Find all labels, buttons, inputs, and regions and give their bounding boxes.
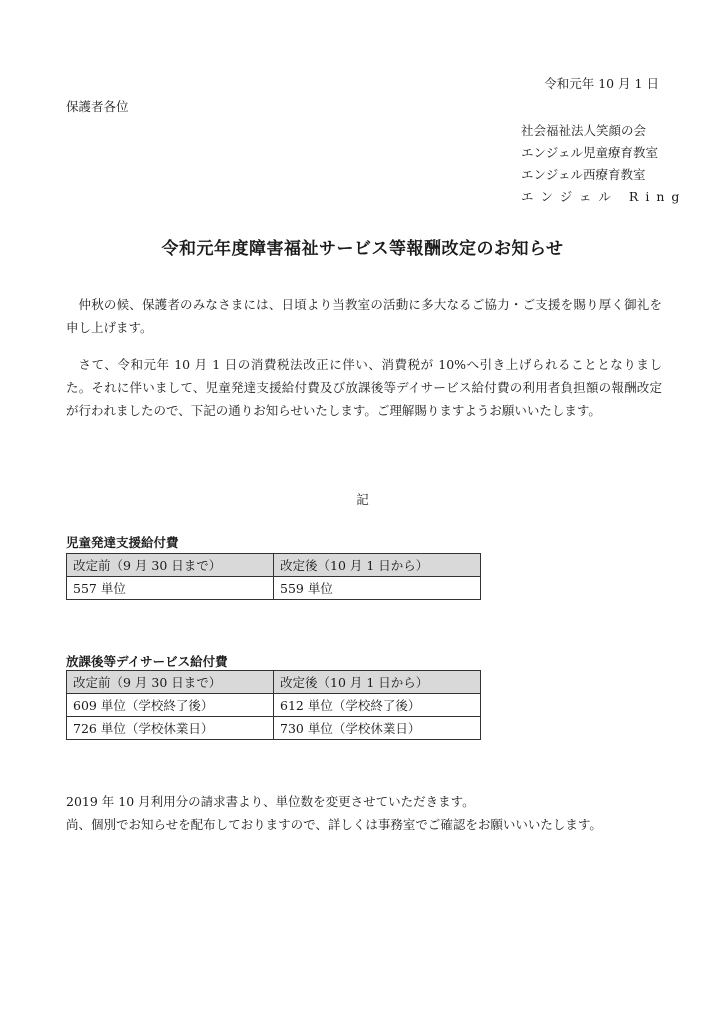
fee-table-after-school-day-service (66, 670, 481, 740)
note-contact-office: 尚、個別でお知らせを配布しておりますので、詳しくは事務室でご確認をお願いいいたします。 (66, 817, 602, 832)
table-header-cell-before: 改定前（9 月 30 日まで） (67, 671, 274, 694)
table-header-row (67, 671, 481, 694)
document-title: 令和元年度障害福祉サービス等報酬改定のお知らせ (161, 239, 564, 259)
table-header-cell-after: 改定後（10 月 1 日から） (274, 671, 481, 694)
fee-table-child-development (66, 553, 481, 600)
greeting-paragraph: 仲秋の候、保護者のみなさまには、日頃より当教室の活動に多大なるご協力・ご支援を賜り厚く御礼を申し上げます。 (66, 297, 662, 335)
section-label-child-development: 児童発達支援給付費 (66, 535, 179, 550)
sender-block (521, 120, 686, 208)
table-cell-after: 730 単位（学校休業日） (274, 717, 481, 740)
sender-classroom-1: エンジェル児童療育教室 (521, 145, 658, 160)
recipient: 保護者各位 (66, 99, 129, 114)
table-header-cell-before: 改定前（9 月 30 日まで） (67, 554, 274, 577)
announcement-paragraph: さて、令和元年 10 月 1 日の消費税法改正に伴い、消費税が 10%へ引き上げられることとなりました。それに伴いまして、児童発達支援給付費及び放課後等デイサービス給付費の利用者負担額の報酬改定が行われましたので、下記の通りお知らせいたします。ご理解賜りますようお願いいたします。 (66, 357, 662, 418)
table-header-row (67, 554, 481, 577)
table-cell-after: 612 単位（学校終了後） (274, 694, 481, 717)
table-cell-before: 726 単位（学校休業日） (67, 717, 274, 740)
note-invoice-change: 2019 年 10 月利用分の請求書より、単位数を変更させていただきます。 (66, 794, 475, 809)
table-header-cell-after: 改定後（10 月 1 日から） (274, 554, 481, 577)
ki-heading: 記 (356, 492, 369, 507)
table-row (67, 694, 481, 717)
table-row (67, 577, 481, 600)
sender-organization: 社会福祉法人笑顔の会 (521, 123, 647, 138)
sender-classroom-3: エンジェル Ring (521, 189, 687, 204)
table-cell-before: 609 単位（学校終了後） (67, 694, 274, 717)
sender-classroom-2: エンジェル西療育教室 (521, 167, 646, 182)
table-row (67, 717, 481, 740)
table-cell-before: 557 単位 (67, 577, 274, 600)
section-label-after-school-day-service: 放課後等デイサービス給付費 (66, 654, 228, 669)
issue-date: 令和元年 10 月 1 日 (544, 76, 659, 91)
table-cell-after: 559 単位 (274, 577, 481, 600)
